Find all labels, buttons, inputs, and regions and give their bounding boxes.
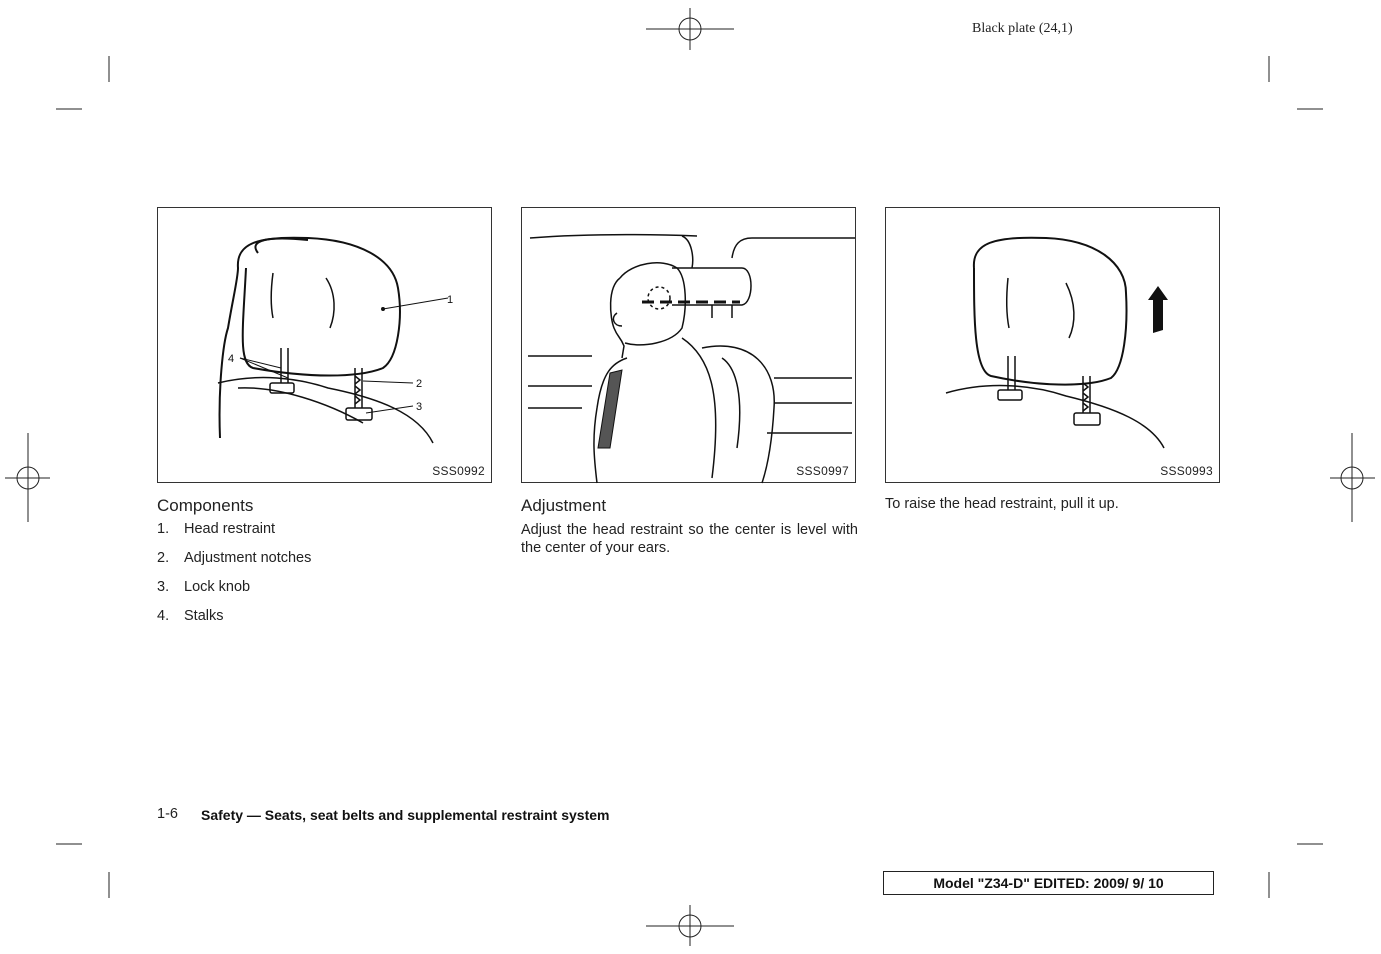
callout-1: 1 [447,294,454,306]
list-item: 2. Adjustment notches [157,550,312,566]
figure-code: SSS0997 [796,464,849,478]
headrest-components-illustration [158,208,493,484]
figure-raise [885,207,1220,483]
page-number: 1-6 [157,806,178,822]
adjustment-heading: Adjustment [521,496,607,515]
figure-components [157,207,492,483]
figure-code: SSS0993 [1160,464,1213,478]
callout-2: 2 [416,378,423,390]
figure-code: SSS0992 [432,464,485,478]
arrow-up-icon [1148,286,1168,333]
list-item: 4. Stalks [157,608,224,624]
components-heading: Components [157,496,254,515]
components-list [157,521,311,637]
raise-text: To raise the head restraint, pull it up. [885,496,1119,512]
plate-label: Black plate (24,1) [972,21,1073,36]
model-edited-box: Model "Z34-D" EDITED: 2009/ 9/ 10 [883,871,1214,895]
headrest-raise-illustration [886,208,1221,484]
adjustment-text: Adjust the head restraint so the center is level with the center of your ears. [521,522,858,556]
list-item: 1. Head restraint [157,521,276,537]
person-headrest-illustration [522,208,857,484]
list-item: 3. Lock knob [157,579,251,595]
section-title: Safety — Seats, seat belts and supplemental restraint system [201,807,610,823]
figure-adjustment [521,207,856,483]
callout-4: 4 [228,353,235,365]
callout-3: 3 [416,401,423,413]
